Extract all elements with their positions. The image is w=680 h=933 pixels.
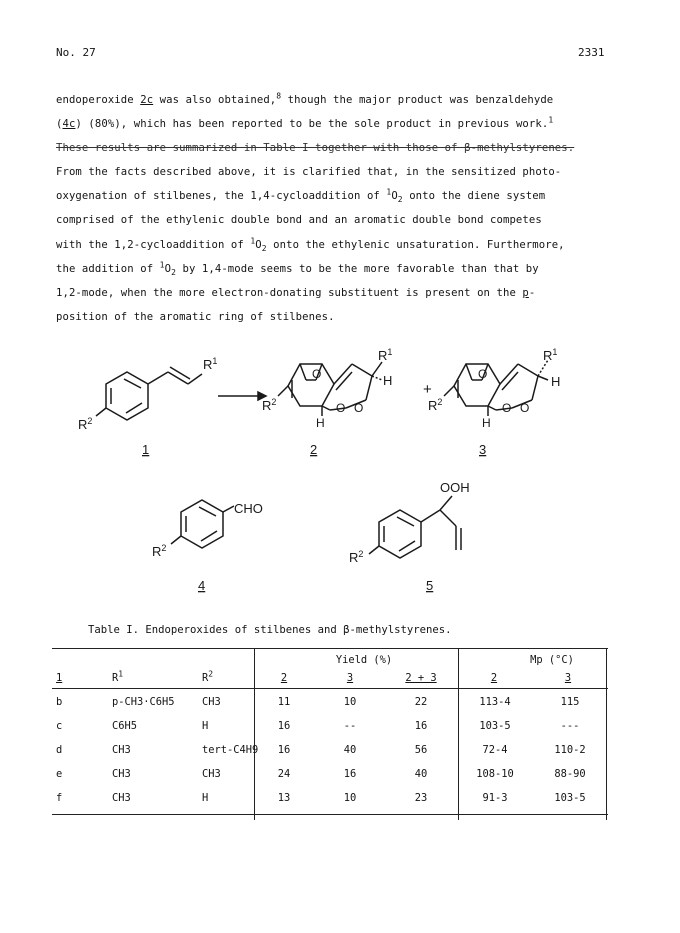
compound-number-1: 1: [142, 442, 150, 457]
r1-label: $R^1$: [543, 347, 558, 363]
compound-number-2: 2: [310, 442, 318, 457]
col-header-sup: 1: [118, 669, 124, 679]
table-cell-id: b: [56, 696, 63, 708]
text-line-9: [56, 281, 626, 305]
table-cell-ysum: 16: [414, 720, 428, 732]
text-frag: -: [528, 286, 536, 299]
col-header-text: R: [112, 672, 119, 684]
r2-label: $R^2$: [428, 397, 443, 413]
o-label: O: [312, 367, 322, 381]
text-frag: endoperoxide: [56, 94, 141, 106]
table-cell-y3: 10: [343, 696, 357, 708]
o-label: O: [336, 401, 346, 415]
table-cell-id: c: [56, 720, 63, 732]
compound-ref-2c: 2c: [140, 94, 154, 106]
compound-number-4: 4: [198, 578, 206, 593]
text-frag: the addition of: [56, 262, 160, 275]
r1-label: $R^1$: [378, 347, 393, 363]
text-frag: was also obtained,: [153, 94, 277, 106]
reference-superscript: 1: [548, 115, 554, 125]
table-cell-r1: C6H5: [112, 720, 138, 732]
table-cell-y2: 13: [277, 792, 291, 804]
table-cell-ysum: 23: [414, 792, 428, 804]
r2-label: $R^2$: [78, 416, 93, 432]
o-label: O: [520, 401, 530, 415]
table-divider: [458, 648, 459, 820]
table-cell-r2: tert-C4H9: [202, 744, 259, 756]
table-cell-y3: 16: [343, 768, 357, 780]
col-header-mp-2: 2: [490, 672, 498, 684]
table-cell-mp2: 103-5: [479, 720, 511, 732]
col-header-yield-3: 3: [346, 672, 354, 684]
text-line-3: These results are summarized in Table I together with those of β-methylstyrenes.: [56, 142, 575, 155]
text-line-1: [56, 88, 626, 112]
table-cell-mp3: 88-90: [554, 768, 586, 780]
para-italic: p: [522, 286, 529, 299]
r1-label: $R^1$: [203, 356, 218, 372]
table-cell-ysum: 56: [414, 744, 428, 756]
structure-compound-2: [278, 362, 382, 416]
text-frag: oxygenation of stilbenes, the 1,4-cycloaddition of: [56, 190, 387, 203]
text-line-6: comprised of the ethylenic double bond and an aromatic double bond competes: [56, 214, 542, 227]
structure-compound-3: [444, 360, 548, 416]
r2-label: $R^2$: [152, 543, 167, 559]
cho-label: CHO: [234, 501, 263, 516]
running-header-issue: No. 27: [56, 46, 96, 59]
text-line-8: [56, 257, 626, 281]
text-frag: ) (80%), which has been reported to be the sole product in previous work.: [75, 118, 549, 131]
table-cell-mp3: 115: [560, 696, 580, 708]
col-header-yield-2: 2: [280, 672, 288, 684]
table-cell-r1: CH3: [112, 792, 131, 804]
o-label: O: [354, 401, 364, 415]
table-cell-ysum: 22: [414, 696, 428, 708]
text-frag: with the 1,2-cycloaddition of: [56, 238, 251, 251]
singlet-superscript: 1: [250, 236, 256, 246]
table-cell-r1: CH3: [112, 768, 131, 780]
text-line-7: [56, 233, 626, 257]
singlet-superscript: 1: [159, 260, 165, 270]
structure-compound-1: [96, 367, 202, 420]
table-cell-id: e: [56, 768, 63, 780]
col-header-r1: [112, 669, 124, 684]
group-header-yield: Yield (%): [335, 654, 393, 666]
text-frag: O: [164, 262, 172, 275]
text-line-4: From the facts described above, it is clarified that, in the sensitized photo-: [56, 166, 562, 179]
ooh-label: OOH: [440, 480, 470, 495]
table-cell-id: f: [56, 792, 63, 804]
table-divider: [606, 648, 607, 820]
text-frag: onto the ethylenic unsaturation. Furthermore,: [266, 238, 565, 251]
subscript: 2: [397, 195, 403, 205]
table-caption: Table I. Endoperoxides of stilbenes and β-methylstyrenes.: [88, 624, 452, 636]
col-header-r2: [202, 669, 214, 684]
plus-sign: +: [423, 381, 432, 398]
table-cell-r2: CH3: [202, 696, 221, 708]
col-header-compound: 1: [56, 672, 63, 684]
table-cell-r2: CH3: [202, 768, 221, 780]
singlet-superscript: 1: [386, 187, 392, 197]
table-cell-mp2: 91-3: [482, 792, 508, 804]
table-cell-r2: H: [202, 720, 209, 732]
reaction-scheme: [0, 330, 680, 620]
table-cell-r1: p-CH3·C6H5: [112, 696, 175, 708]
compound-number-3: 3: [479, 442, 487, 457]
table-cell-y3: --: [343, 720, 357, 732]
text-frag: by 1,4-mode seems to be the more favorable than that by: [175, 262, 539, 275]
text-line-10: position of the aromatic ring of stilbenes.: [56, 310, 335, 323]
text-frag: O: [255, 238, 262, 251]
table-cell-mp3: 110-2: [554, 744, 586, 756]
table-cell-r2: H: [202, 792, 209, 804]
text-line-2: (4c) (80%), which has been reported to be the sole product in previous work.$^1$: [56, 115, 554, 131]
table-header-rule: [52, 688, 608, 689]
compound-ref-4c: 4c: [62, 118, 76, 131]
structure-compound-4: [171, 500, 234, 548]
col-header-mp-3: 3: [564, 672, 572, 684]
body-paragraph: [56, 88, 626, 329]
table-cell-id: d: [56, 744, 63, 756]
col-header-yield-sum: 2 + 3: [405, 672, 437, 684]
text-frag: O: [391, 190, 398, 203]
table-cell-mp2: 72-4: [482, 744, 508, 756]
page-number: 2331: [578, 46, 605, 59]
table-top-rule: [52, 648, 608, 649]
table-cell-y2: 16: [277, 720, 291, 732]
subscript: 2: [261, 243, 267, 253]
group-header-mp: Mp (°C): [530, 654, 574, 666]
col-header-sup: 2: [208, 669, 214, 679]
table-cell-y3: 10: [343, 792, 357, 804]
table-cell-y3: 40: [343, 744, 357, 756]
col-header-text: R: [202, 672, 209, 684]
table-cell-y2: 11: [277, 696, 291, 708]
h-label: H: [482, 416, 491, 430]
text-frag: 1,2-mode, when the more electron-donating substituent is present on the: [56, 286, 523, 299]
r2-label: $R^2$: [349, 549, 364, 565]
compound-number-5: 5: [426, 578, 434, 593]
text-frag: though the major product was benzaldehyde: [281, 94, 554, 106]
h-label: H: [316, 416, 325, 430]
h-label: H: [383, 373, 393, 388]
h-label: H: [551, 374, 561, 389]
reaction-arrow: [218, 392, 266, 400]
structure-compound-5: [369, 496, 461, 558]
table-cell-r1: CH3: [112, 744, 131, 756]
table-cell-ysum: 40: [414, 768, 428, 780]
table-cell-y2: 24: [277, 768, 291, 780]
table-cell-mp2: 108-10: [476, 768, 514, 780]
r2-label: $R^2$: [262, 397, 277, 413]
table-cell-y2: 16: [277, 744, 291, 756]
table-bottom-rule: [52, 814, 608, 815]
reference-superscript: 8: [276, 91, 282, 101]
table-cell-mp3: 103-5: [554, 792, 586, 804]
table-cell-mp3: ---: [560, 720, 580, 732]
table-cell-mp2: 113-4: [479, 696, 511, 708]
o-label: O: [502, 401, 512, 415]
o-label: O: [478, 367, 488, 381]
text-line-5: [56, 184, 626, 208]
text-frag: onto the diene system: [402, 190, 546, 203]
subscript: 2: [171, 267, 176, 277]
